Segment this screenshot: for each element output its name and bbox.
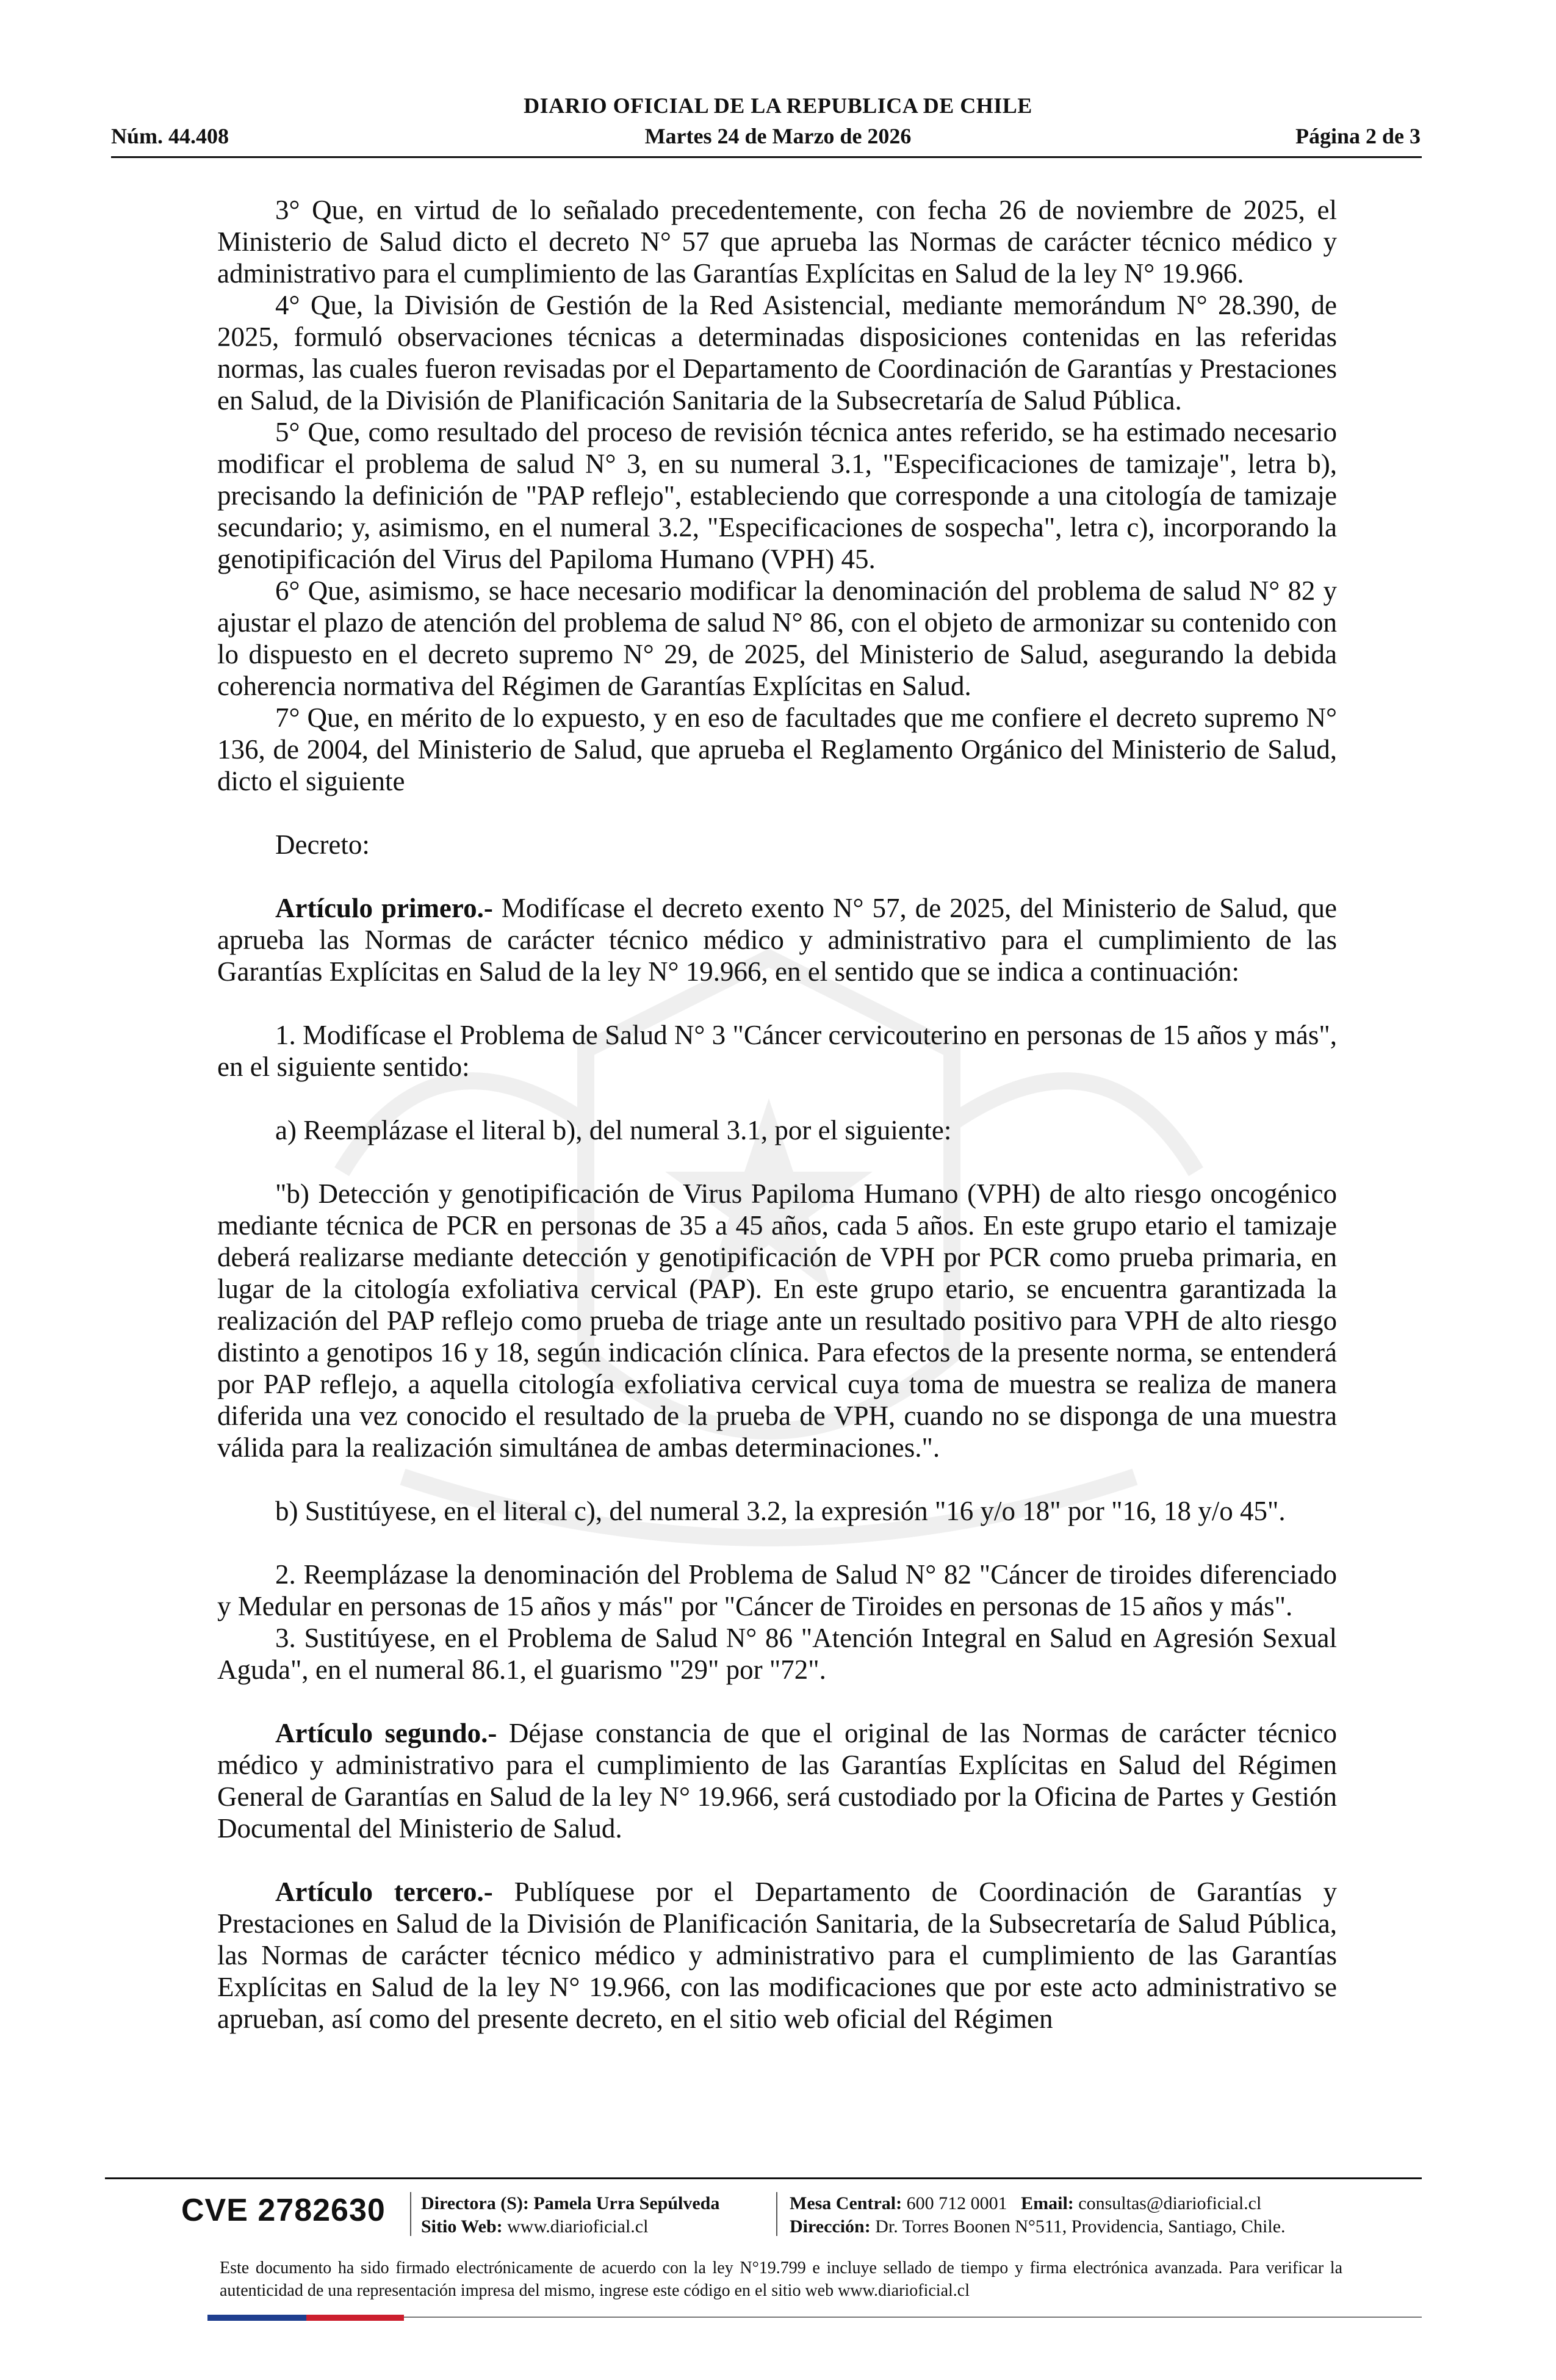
decree-heading: Decreto: xyxy=(275,829,370,860)
article-third xyxy=(217,1876,1337,2035)
footer-separator xyxy=(776,2192,777,2236)
item-1b: b) Sustitúyese, en el literal c), del numeral 3.2, la expresión "16 y/o 18" por "16, 18 y/o 45". xyxy=(275,1496,1286,1526)
flag-stripe-blue xyxy=(207,2315,306,2321)
electronic-signature-note: Este documento ha sido firmado electrónicamente de acuerdo con la ley N°19.799 e incluye sellado de tiempo y firma electrónica avanzada. Para verificar la autenticidad de una representación impresa del mismo, ingrese este código en el sitio web www.diarioficial.cl xyxy=(220,2259,1342,2300)
page-number: Página 2 de 3 xyxy=(1295,124,1421,148)
issue-number: Núm. 44.408 xyxy=(111,124,229,148)
article-second-title: Artículo segundo.- xyxy=(275,1718,497,1748)
email-link[interactable]: consultas@diarioficial.cl xyxy=(1078,2193,1262,2213)
recital-6: 6° Que, asimismo, se hace necesario modificar la denominación del problema de salud N° 82 y ajustar el plazo de atención del problema de salud N° 86, con el objeto de armonizar su contenido con lo dispuesto en el decreto supremo N° 29, de 2025, del Ministerio de Salud, asegurando la debida coherencia normativa del Régimen de Garantías Explícitas en Salud. xyxy=(217,575,1337,701)
cve-code: CVE 2782630 xyxy=(181,2193,386,2228)
article-second xyxy=(217,1717,1337,1844)
site-label: Sitio Web: xyxy=(421,2216,503,2237)
footer-separator xyxy=(410,2192,411,2236)
address-value: Dr. Torres Boonen N°511, Providencia, Santiago, Chile. xyxy=(875,2216,1286,2237)
director-label: Directora (S): xyxy=(421,2193,529,2213)
footer-contact-block xyxy=(790,2192,1286,2238)
quoted-literal-b: "b) Detección y genotipificación de Virus Papiloma Humano (VPH) de alto riesgo oncogénico mediante técnica de PCR en personas de 35 a 45 años, cada 5 años. En este grupo etario el tamizaje deberá realizarse mediante detección y genotipificación de VPH por PCR como prueba primaria, en lugar de la citología exfoliativa cervical (PAP). En este grupo etario, se encuentra garantizada la realización del PAP reflejo como prueba de triage ante un resultado positivo para VPH de alto riesgo distinto a genotipos 16 y 18, según indicación clínica. Para efectos de la presente norma, se entenderá por PAP reflejo, a aquella citología exfoliativa cervical cuya toma de muestra se realiza de manera diferida una vez conocido el resultado de la prueba de VPH, cuando no se disponga de una muestra válida para la realización simultánea de ambas determinaciones.". xyxy=(217,1178,1337,1463)
article-first-title: Artículo primero.- xyxy=(275,893,493,923)
director-name: Pamela Urra Sepúlveda xyxy=(533,2193,720,2213)
phone-label: Mesa Central: xyxy=(790,2193,902,2213)
issue-date: Martes 24 de Marzo de 2026 xyxy=(644,124,912,148)
footer-director-block xyxy=(421,2192,719,2238)
item-3: 3. Sustitúyese, en el Problema de Salud N° 86 "Atención Integral en Salud en Agresión Sexual Aguda", en el numeral 86.1, el guarismo "29" por "72". xyxy=(217,1623,1337,1685)
item-1a: a) Reemplázase el literal b), del numeral 3.1, por el siguiente: xyxy=(275,1115,952,1145)
email-label: Email: xyxy=(1021,2193,1074,2213)
site-link[interactable]: www.diarioficial.cl xyxy=(507,2216,649,2237)
article-third-text: Publíquese por el Departamento de Coordinación de Garantías y Prestaciones en Salud de la División de Planificación Sanitaria, de la Subsecretaría de Salud Pública, las Normas de carácter técnico médico y administrativo para el cumplimiento de las Garantías Explícitas en Salud de la ley N° 19.966, con las modificaciones que por este acto administrativo se aprueban, así como del presente decreto, en el sitio web oficial del Régimen xyxy=(217,1877,1337,2034)
article-third-title: Artículo tercero.- xyxy=(275,1877,493,1907)
article-second-text: Déjase constancia de que el original de las Normas de carácter técnico médico y administrativo para el cumplimiento de las Garantías Explícitas en Salud del Régimen General de Garantías en Salud de la ley N° 19.966, será custodiado por la Oficina de Partes y Gestión Documental del Ministerio de Salud. xyxy=(217,1718,1337,1844)
recital-3: 3° Que, en virtud de lo señalado precedentemente, con fecha 26 de noviembre de 2025, el Ministerio de Salud dicto el decreto N° 57 que aprueba las Normas de carácter técnico médico y administrativo para el cumplimiento de las Garantías Explícitas en Salud de la ley N° 19.966. xyxy=(217,195,1337,289)
recital-4: 4° Que, la División de Gestión de la Red Asistencial, mediante memorándum N° 28.390, de 2025, formuló observaciones técnicas a determinadas disposiciones contenidas en las referidas normas, las cuales fueron revisadas por el Departamento de Coordinación de Garantías y Prestaciones en Salud, de la División de Planificación Sanitaria de la Subsecretaría de Salud Pública. xyxy=(217,290,1337,416)
article-first-text: Modifícase el decreto exento N° 57, de 2025, del Ministerio de Salud, que aprueba las Normas de carácter técnico médico y administrativo para el cumplimiento de las Garantías Explícitas en Salud de la ley N° 19.966, en el sentido que se indica a continuación: xyxy=(217,893,1337,987)
newspaper-title: DIARIO OFICIAL DE LA REPUBLICA DE CHILE xyxy=(524,93,1032,118)
flag-stripe-red xyxy=(306,2315,404,2321)
item-2: 2. Reemplázase la denominación del Problema de Salud N° 82 "Cáncer de tiroides diferenciado y Medular en personas de 15 años y más" por "Cáncer de Tiroides en personas de 15 años y más". xyxy=(217,1559,1337,1621)
header-divider xyxy=(111,156,1422,158)
recital-5: 5° Que, como resultado del proceso de revisión técnica antes referido, se ha estimado necesario modificar el problema de salud N° 3, en su numeral 3.1, "Especificaciones de tamizaje", letra b), precisando la definición de "PAP reflejo", estableciendo que corresponde a una citología de tamizaje secundario; y, asimismo, en el numeral 3.2, "Especificaciones de sospecha", letra c), incorporando la genotipificación del Virus del Papiloma Humano (VPH) 45. xyxy=(217,417,1337,574)
address-label: Dirección: xyxy=(790,2216,871,2237)
document-body xyxy=(217,194,1337,2035)
item-1: 1. Modifícase el Problema de Salud N° 3 "Cáncer cervicouterino en personas de 15 años y más", en el siguiente sentido: xyxy=(217,1020,1337,1082)
footer-divider xyxy=(105,2177,1422,2179)
article-first xyxy=(217,892,1337,987)
recital-7: 7° Que, en mérito de lo expuesto, y en eso de facultades que me confiere el decreto supremo N° 136, de 2004, del Ministerio de Salud, que aprueba el Reglamento Orgánico del Ministerio de Salud, dicto el siguiente xyxy=(217,702,1337,796)
phone-value: 600 712 0001 xyxy=(906,2193,1007,2213)
